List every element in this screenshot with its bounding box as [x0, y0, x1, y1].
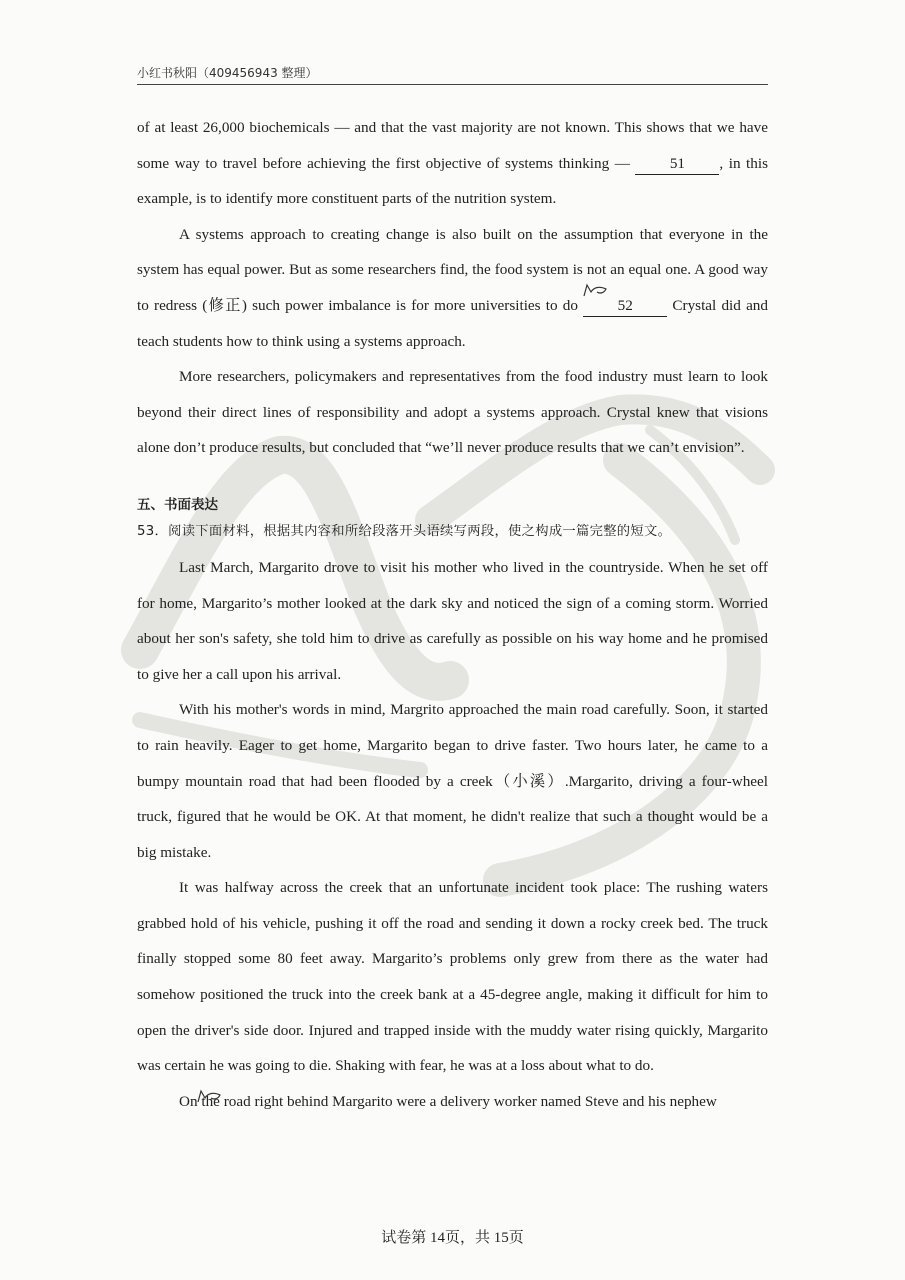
story-paragraph-2: With his mother's words in mind, Margrito approached the main road carefully. Soon, it started to rain heavily. Eager to get home, Margarito began to drive faster. Two hours later, he came to a bumpy mountain road that had been flooded by a creek（小溪）.Margarito, driving a four-wheel truck, figured that he would be OK. At that moment, he didn't realize that such a thought would be a big mistake. — [137, 701, 768, 861]
paragraph-text: A systems approach to creating change is also built on the assumption that everyone in the system has equal power. But as some researchers find, the food system is not an equal one. A good way to redress (修正) such power imbalance is for more universities to do — [137, 225, 768, 314]
answer-blank-52: 52 — [583, 296, 667, 317]
task-instruction: 53．阅读下面材料，根据其内容和所给段落开头语续写两段，使之构成一篇完整的短文。 — [137, 523, 672, 539]
paragraph-text: of at least 26,000 biochemicals — and that the vast majority are not known. This shows that we have some way to travel before achieving the first objective of systems thinking — — [137, 119, 768, 172]
story-paragraph-4: On the road right behind Margarito were a delivery worker named Steve and his nephew — [179, 1092, 717, 1110]
story-paragraph-1: Last March, Margarito drove to visit his mother who lived in the countryside. When he set off for home, Margarito’s mother looked at the dark sky and noticed the sign of a coming storm. Worried about her son's safety, she told him to drive as carefully as possible on his way home and he promised to give her a call upon his arrival. — [137, 558, 768, 683]
story-paragraph-3: It was halfway across the creek that an unfortunate incident took place: The rushing waters grabbed hold of his vehicle, pushing it off the road and sending it down a rocky creek bed. The truck finally stopped some 80 feet away. Margarito’s problems only grew from there as the water had somehow positioned the truck into the creek bank at a 45-degree angle, making it difficult for him to open the driver's side door. Injured and trapped inside with the muddy water rising quickly, Margarito was certain he was going to die. Shaking with fear, he was at a loss about what to do. — [137, 879, 768, 1075]
paragraph-text: , in this example, is to identify more constituent parts of the nutrition system. — [137, 154, 768, 208]
page-footer: 试卷第 14页，共 15页 — [381, 1230, 524, 1246]
continuation-paragraph-1 — [137, 110, 768, 217]
page-header: 小红书秋阳（409456943 整理） — [137, 64, 768, 85]
page-content — [137, 110, 768, 1119]
continuation-paragraph-2 — [137, 217, 768, 359]
continuation-paragraph-3: More researchers, policymakers and representatives from the food industry must learn to look beyond their direct lines of responsibility and adopt a systems approach. Crystal knew that visions alone don’t produce results, but concluded that “we’ll never produce results that we can’t envision”. — [137, 368, 768, 457]
answer-blank-51: 51 — [635, 154, 719, 175]
paragraph-text: Crystal did and teach students how to think using a systems approach. — [137, 296, 768, 350]
section-title: 五、书面表达 — [137, 496, 218, 513]
